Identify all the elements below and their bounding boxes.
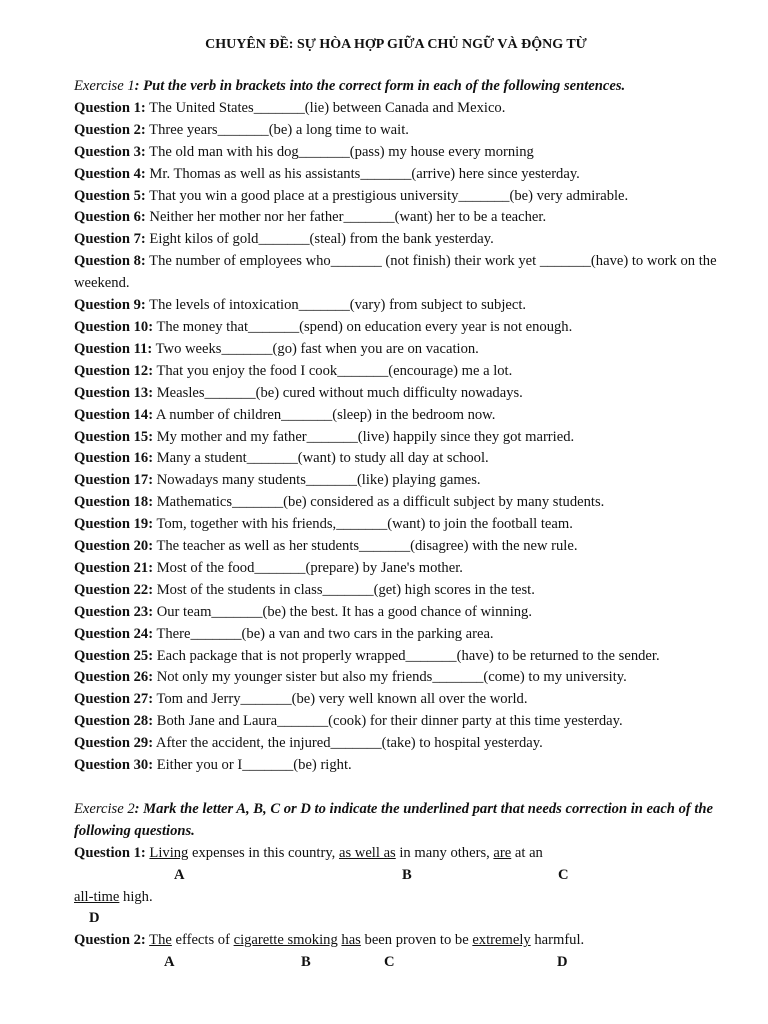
exercise-2-instruction: Mark the letter A, B, C or D to indicate the underlined part that needs correction in each of the following questions. xyxy=(74,800,714,839)
exercise-2-question-1-continued xyxy=(74,887,718,909)
question-label: Question 5: xyxy=(74,187,146,204)
exercise-1-question-5 xyxy=(74,186,718,208)
question-text: The old man with his dog_______(pass) my house every morning xyxy=(145,143,534,160)
question-label: Question 9: xyxy=(74,297,146,314)
question-text: Tom and Jerry_______(be) very well known all over the world. xyxy=(153,691,528,708)
question-label: Question 12: xyxy=(74,362,154,379)
underlined-part-c: are xyxy=(493,844,512,861)
question-label: Question 14: xyxy=(74,406,154,423)
spacer xyxy=(74,777,718,799)
exercise-1-question-9 xyxy=(74,295,718,317)
question-text: The levels of intoxication_______(vary) from subject to subject. xyxy=(145,297,527,314)
option-letter-a: A xyxy=(174,866,185,883)
question-text: expenses in this country, xyxy=(188,844,339,861)
underlined-part-d: extremely xyxy=(472,932,531,949)
exercise-1-instruction: Put the verb in brackets into the correct form in each of the following sentences. xyxy=(143,78,626,94)
exercise-1-question-24 xyxy=(74,624,718,646)
exercise-1-question-21 xyxy=(74,558,718,580)
exercise-1-question-4 xyxy=(74,164,718,186)
exercise-1-question-23 xyxy=(74,602,718,624)
exercise-1-question-14 xyxy=(74,405,718,427)
question-label: Question 28: xyxy=(74,713,154,730)
question-text: been proven to be xyxy=(360,932,473,949)
question-text: The teacher as well as her students_______(disagree) with the new rule. xyxy=(153,538,578,555)
question-label: Question 25: xyxy=(74,647,154,664)
question-text: harmful. xyxy=(530,932,585,949)
option-letter-d: D xyxy=(89,910,100,927)
question-text: That you enjoy the food I cook_______(encourage) me a lot. xyxy=(153,362,513,379)
question-label: Question 13: xyxy=(74,384,154,401)
question-text: There_______(be) a van and two cars in the parking area. xyxy=(153,625,494,642)
exercise-1-question-11 xyxy=(74,339,718,361)
question-text: Many a student_______(want) to study all day at school. xyxy=(153,450,489,467)
option-letters-row xyxy=(74,952,718,974)
question-text: My mother and my father_______(live) happily since they got married. xyxy=(153,428,575,445)
question-label: Question 10: xyxy=(74,318,154,335)
option-letters-row xyxy=(74,908,718,930)
question-label: Question 1: xyxy=(74,99,146,116)
question-text: at an xyxy=(511,844,543,861)
exercise-1-question-20 xyxy=(74,536,718,558)
question-text: Tom, together with his friends,_______(want) to join the football team. xyxy=(153,516,573,533)
option-letter-b: B xyxy=(402,866,412,883)
question-label: Question 30: xyxy=(74,757,154,774)
underlined-part-b: cigarette smoking xyxy=(233,932,338,949)
exercise-1-question-12 xyxy=(74,361,718,383)
question-label: Question 22: xyxy=(74,581,154,598)
question-label: Question 18: xyxy=(74,494,154,511)
option-letter-a: A xyxy=(164,954,175,971)
question-text: That you win a good place at a prestigious university_______(be) very admirable. xyxy=(145,187,629,204)
question-label: Question 27: xyxy=(74,691,154,708)
underlined-part-b: as well as xyxy=(338,844,396,861)
question-text: After the accident, the injured_______(take) to hospital yesterday. xyxy=(153,735,543,752)
exercise-1-question-13 xyxy=(74,383,718,405)
question-label: Question 1: xyxy=(74,844,146,861)
exercise-1-question-29 xyxy=(74,733,718,755)
question-label: Question 11: xyxy=(74,340,153,357)
question-text: Not only my younger sister but also my friends_______(come) to my university. xyxy=(153,669,627,686)
question-text: The money that_______(spend) on education every year is not enough. xyxy=(153,318,573,335)
question-label: Question 3: xyxy=(74,143,146,160)
option-letter-d: D xyxy=(557,954,568,971)
exercise-2-label: Exercise 2 xyxy=(74,800,135,817)
question-text: Most of the food_______(prepare) by Jane's mother. xyxy=(153,559,463,576)
question-label: Question 26: xyxy=(74,669,154,686)
exercise-1-question-26 xyxy=(74,667,718,689)
question-text: effects of xyxy=(171,932,234,949)
question-label: Question 21: xyxy=(74,559,154,576)
underlined-part-c: has xyxy=(341,932,361,949)
option-letter-b: B xyxy=(301,954,311,971)
exercise-2-heading: Exercise 2: Mark the letter A, B, C or D to indicate the underlined part that needs correction in each of the following questions. xyxy=(74,800,714,839)
question-text: Measles_______(be) cured without much difficulty nowadays. xyxy=(153,384,523,401)
page-title: CHUYÊN ĐỀ: SỰ HÒA HỢP GIỮA CHỦ NGỮ VÀ ĐỘNG TỪ xyxy=(205,37,587,52)
exercise-1-question-30 xyxy=(74,755,718,777)
exercise-1-heading: Exercise 1: Put the verb in brackets into the correct form in each of the following sentences. xyxy=(74,78,626,94)
question-label: Question 7: xyxy=(74,231,146,248)
question-text: in many others, xyxy=(395,844,494,861)
question-text: Eight kilos of gold_______(steal) from the bank yesterday. xyxy=(145,231,494,248)
question-label: Question 2: xyxy=(74,932,146,949)
exercise-1-question-28 xyxy=(74,711,718,733)
exercise-1-question-6 xyxy=(74,207,718,229)
question-text: A number of children_______(sleep) in the bedroom now. xyxy=(153,406,496,423)
question-text: The number of employees who_______ (not finish) their work yet _______(have) to work on the weekend. xyxy=(74,253,717,292)
exercise-1-question-15 xyxy=(74,427,718,449)
exercise-1-question-2 xyxy=(74,120,718,142)
question-text: The United States_______(lie) between Canada and Mexico. xyxy=(145,99,506,116)
question-label: Question 6: xyxy=(74,209,146,226)
exercise-1-question-1 xyxy=(74,98,718,120)
question-text: Our team_______(be) the best. It has a good chance of winning. xyxy=(153,603,532,620)
exercise-1-questions xyxy=(74,98,718,777)
exercise-1-question-8 xyxy=(74,251,718,295)
exercise-2-question-2 xyxy=(74,930,718,952)
question-label: Question 20: xyxy=(74,538,154,555)
question-label: Question 15: xyxy=(74,428,154,445)
question-label: Question 8: xyxy=(74,253,146,270)
question-text: Two weeks_______(go) fast when you are on vacation. xyxy=(152,340,479,357)
question-label: Question 29: xyxy=(74,735,154,752)
exercise-1-label: Exercise 1 xyxy=(74,78,135,94)
underlined-part-d: all-time xyxy=(74,888,120,905)
underlined-part-a: Living xyxy=(149,844,189,861)
question-label: Question 24: xyxy=(74,625,154,642)
question-label: Question 2: xyxy=(74,121,146,138)
question-text: Mathematics_______(be) considered as a difficult subject by many students. xyxy=(153,494,605,511)
question-text: Mr. Thomas as well as his assistants_______(arrive) here since yesterday. xyxy=(145,165,580,182)
question-text: Most of the students in class_______(get) high scores in the test. xyxy=(153,581,535,598)
question-text: high. xyxy=(119,888,153,905)
exercise-1-question-19 xyxy=(74,514,718,536)
question-text: Neither her mother nor her father_______(want) her to be a teacher. xyxy=(145,209,547,226)
question-text: Both Jane and Laura_______(cook) for their dinner party at this time yesterday. xyxy=(153,713,623,730)
exercise-1-question-25 xyxy=(74,646,718,668)
exercise-1-question-16 xyxy=(74,448,718,470)
exercise-1-question-3 xyxy=(74,142,718,164)
question-text: Either you or I_______(be) right. xyxy=(153,757,352,774)
exercise-1-question-27 xyxy=(74,689,718,711)
exercise-1-question-10 xyxy=(74,317,718,339)
document-page xyxy=(74,34,718,974)
underlined-part-a: The xyxy=(149,932,172,949)
question-text: Each package that is not properly wrapped_______(have) to be returned to the sender. xyxy=(153,647,660,664)
question-label: Question 16: xyxy=(74,450,154,467)
exercise-1-question-18 xyxy=(74,492,718,514)
question-label: Question 19: xyxy=(74,516,154,533)
option-letter-c: C xyxy=(384,954,395,971)
question-text: Three years_______(be) a long time to wait. xyxy=(145,121,409,138)
option-letters-row xyxy=(74,865,718,887)
exercise-1-question-17 xyxy=(74,470,718,492)
question-text: Nowadays many students_______(like) playing games. xyxy=(153,472,481,489)
question-label: Question 17: xyxy=(74,472,154,489)
question-label: Question 23: xyxy=(74,603,154,620)
exercise-2-question-1 xyxy=(74,843,718,865)
exercise-1-question-22 xyxy=(74,580,718,602)
exercise-1-question-7 xyxy=(74,229,718,251)
option-letter-c: C xyxy=(558,866,569,883)
question-label: Question 4: xyxy=(74,165,146,182)
